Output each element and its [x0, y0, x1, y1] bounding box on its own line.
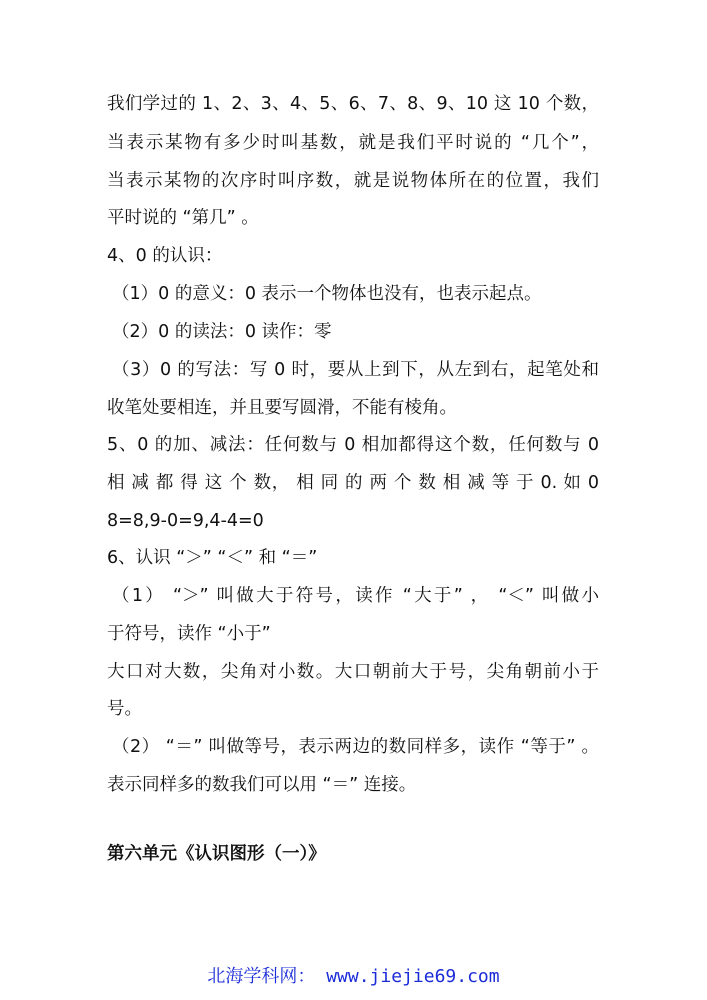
paragraph-line-cardinal-ordinal-3: 当表示某物的次序时叫序数，就是说物体所在的位置，我们	[107, 171, 599, 191]
greater-less-line-1: （1） “＞” 叫做大于符号，读作 “大于” ， “＜” 叫做小	[112, 586, 599, 606]
footer-site-link[interactable]: 北海学科网： www.jiejie69.com	[207, 966, 500, 987]
mnemonic-line-1: 大口对大数，尖角对小数。大口朝前大于号，尖角朝前小于	[107, 662, 599, 682]
equal-sign-line-1: （2） “＝” 叫做等号，表示两边的数同样多，读作 “等于” 。	[112, 737, 599, 757]
paragraph-line-cardinal-ordinal-2: 当表示某物有多少时叫基数，就是我们平时说的 “几个”，	[107, 133, 599, 153]
paragraph-line-cardinal-ordinal-1: 我们学过的 1、2、3、4、5、6、7、8、9、10 这 10 个数，	[107, 94, 599, 114]
mnemonic-line-2: 号。	[107, 699, 142, 719]
section-zero-heading: 4、0 的认识：	[107, 246, 223, 266]
paragraph-line-cardinal-ordinal-4: 平时说的 “第几” 。	[107, 208, 259, 228]
greater-less-line-2: 于符号，读作 “小于”	[107, 624, 271, 644]
zero-add-subtract-line-3: 8=8,9-0=9,4-4=0	[107, 511, 264, 531]
zero-meaning-line: （1）0 的意义：0 表示一个物体也没有，也表示起点。	[112, 284, 542, 304]
equal-sign-line-2: 表示同样多的数我们可以用 “＝” 连接。	[107, 775, 417, 795]
zero-writing-line-2: 收笔处要相连，并且要写圆滑，不能有棱角。	[107, 398, 457, 418]
unit-six-heading: 第六单元《认识图形（一）》	[107, 844, 326, 864]
zero-reading-line: （2）0 的读法：0 读作：零	[112, 322, 332, 342]
section-comparison-signs-heading: 6、认识 “＞” “＜” 和 “＝”	[107, 548, 318, 568]
zero-add-subtract-line-2: 相 减 都 得 这 个 数， 相 同 的 两 个 数 相 减 等 于 0. 如 0	[107, 473, 599, 493]
zero-add-subtract-line-1: 5、0 的加、减法：任何数与 0 相加都得这个数，任何数与 0	[107, 435, 599, 455]
zero-writing-line-1: （3）0 的写法：写 0 时，要从上到下，从左到右，起笔处和	[112, 360, 599, 380]
